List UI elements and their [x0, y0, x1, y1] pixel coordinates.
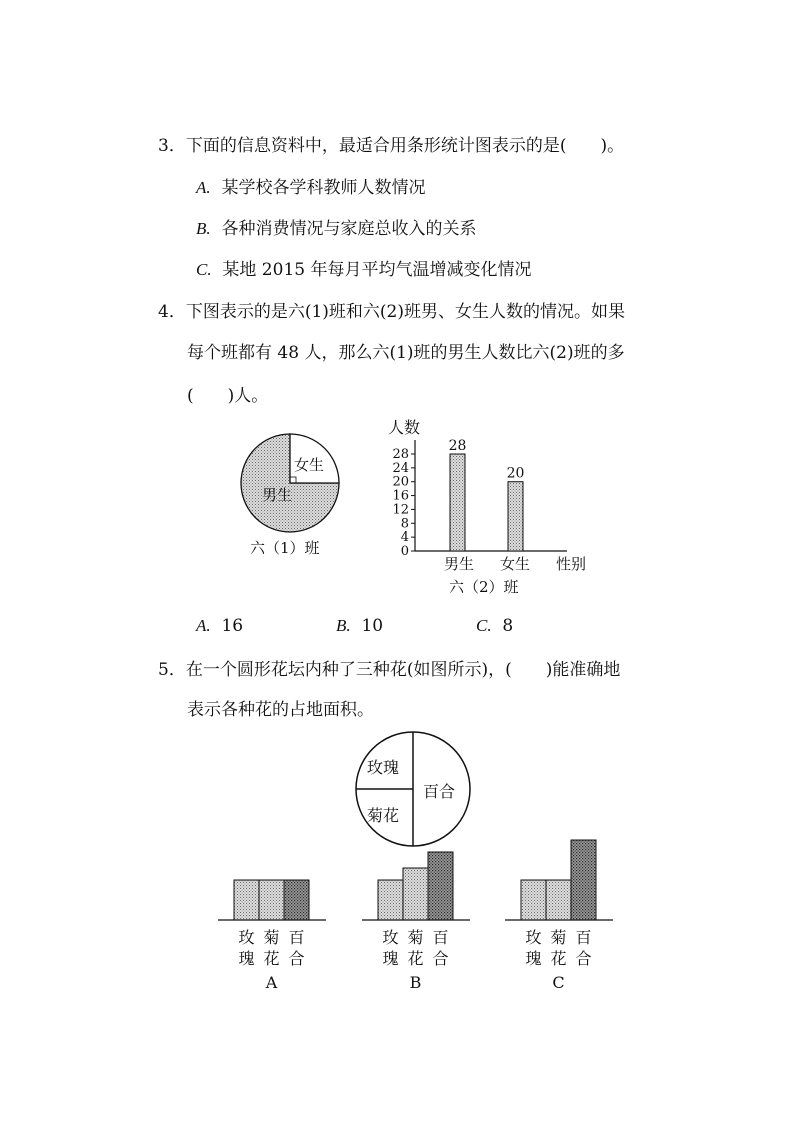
- y-tick-label: 4: [400, 530, 409, 546]
- option-axis-label-top: 菊: [407, 928, 424, 947]
- option-axis-label-top: 菊: [263, 928, 280, 947]
- pie-caption: 六（1）班: [250, 539, 320, 557]
- option-a-bar: [284, 880, 309, 920]
- chart-bars: [449, 438, 525, 551]
- flower-label-lily: 百合: [423, 782, 456, 801]
- chart-title: 六（2）班: [449, 578, 519, 596]
- chart-bar-boy: [450, 454, 465, 551]
- option-c-bar: [546, 880, 571, 920]
- chart-category-girl: 女生: [500, 555, 531, 573]
- y-tick-label: 28: [392, 447, 409, 462]
- option-axis-label-bottom: 合: [432, 949, 449, 968]
- y-tick-label: 12: [392, 502, 409, 518]
- q4-option-b-letter: B.: [336, 616, 351, 635]
- option-letter-c[interactable]: C: [552, 973, 565, 992]
- option-letter-b[interactable]: B: [409, 973, 422, 992]
- q5-flower-circle: [356, 732, 470, 846]
- q3-option-b-text: 各种消费情况与家庭总收入的关系: [221, 219, 477, 239]
- option-c-bar: [521, 880, 546, 920]
- flower-label-rose: 玫瑰: [367, 758, 400, 777]
- q3-option-b-letter: B.: [196, 219, 211, 238]
- option-a-bar: [234, 880, 259, 920]
- y-tick-label: 20: [392, 474, 409, 490]
- option-axis-label-top: 玫: [238, 928, 255, 947]
- q4-option-b-text: 10: [361, 616, 384, 636]
- q3-number: 3．: [158, 136, 186, 156]
- flower-label-mum: 菊花: [367, 806, 400, 825]
- option-b-bar: [403, 868, 428, 920]
- chart-data-label: 28: [448, 438, 467, 454]
- option-axis-label-top: 百: [288, 928, 305, 947]
- y-tick-label: 8: [400, 516, 409, 532]
- q4-option-a-text: 16: [221, 616, 244, 636]
- chart-bar-girl: [508, 482, 523, 551]
- option-b-bar: [428, 852, 453, 920]
- option-axis-label-bottom: 瑰: [238, 949, 255, 968]
- q3-option-c-letter: C.: [196, 260, 212, 279]
- option-axis-label-bottom: 花: [407, 949, 424, 968]
- option-axis-label-bottom: 合: [288, 949, 305, 968]
- q4-option-c-text: 8: [502, 616, 514, 636]
- option-axis-label-bottom: 瑰: [382, 949, 399, 968]
- q3-option-a-letter: A.: [196, 178, 211, 197]
- chart-y-ticks: [392, 447, 415, 559]
- q5-stem-text-1: 在一个圆形花坛内种了三种花(如图所示)，( )能准确地: [185, 660, 621, 680]
- q4-pie-chart: [241, 434, 339, 557]
- y-tick-label: 16: [392, 488, 409, 504]
- q5-stem-line2: 表示各种花的占地面积。: [187, 700, 374, 720]
- option-axis-label-top: 玫: [525, 928, 542, 947]
- q4-bar-chart: [388, 418, 586, 596]
- q4-option-a-letter: A.: [196, 616, 211, 635]
- q4-stem-line3: ( )人。: [187, 386, 269, 406]
- option-letter-a[interactable]: A: [265, 973, 278, 992]
- chart-ylabel: 人数: [388, 418, 421, 437]
- option-axis-label-bottom: 瑰: [525, 949, 542, 968]
- q5-bar-options: [218, 840, 613, 992]
- option-b-bar: [378, 880, 403, 920]
- y-tick-label: 0: [400, 544, 409, 559]
- q4-number: 4．: [158, 302, 186, 322]
- option-a-bar: [259, 880, 284, 920]
- pie-label-girl: 女生: [294, 456, 325, 474]
- chart-category-boy: 男生: [444, 555, 475, 573]
- q3-option-c-text: 某地 2015 年每月平均气温增减变化情况: [222, 260, 532, 280]
- chart-xlabel: 性别: [556, 555, 587, 573]
- y-tick-label: 24: [392, 460, 409, 476]
- chart-data-label: 20: [506, 465, 525, 482]
- q3-option-a-text: 某学校各学科教师人数情况: [221, 178, 426, 198]
- option-axis-label-bottom: 花: [550, 949, 567, 968]
- option-axis-label-bottom: 花: [263, 949, 280, 968]
- q3-stem-text: 下面的信息资料中，最适合用条形统计图表示的是( )。: [185, 136, 625, 156]
- pie-label-boy: 男生: [262, 486, 293, 504]
- q4-stem-line2: 每个班都有 48 人，那么六(1)班的男生人数比六(2)班的多: [187, 343, 625, 363]
- option-axis-label-top: 玫: [382, 928, 399, 947]
- q4-stem-text-1: 下图表示的是六(1)班和六(2)班男、女生人数的情况。如果: [185, 302, 625, 322]
- q5-number: 5．: [158, 660, 186, 680]
- option-axis-label-bottom: 合: [575, 949, 592, 968]
- option-axis-label-top: 菊: [550, 928, 567, 947]
- option-c-bar: [571, 840, 596, 920]
- q4-option-c-letter: C.: [476, 616, 492, 635]
- option-axis-label-top: 百: [432, 928, 449, 947]
- option-axis-label-top: 百: [575, 928, 592, 947]
